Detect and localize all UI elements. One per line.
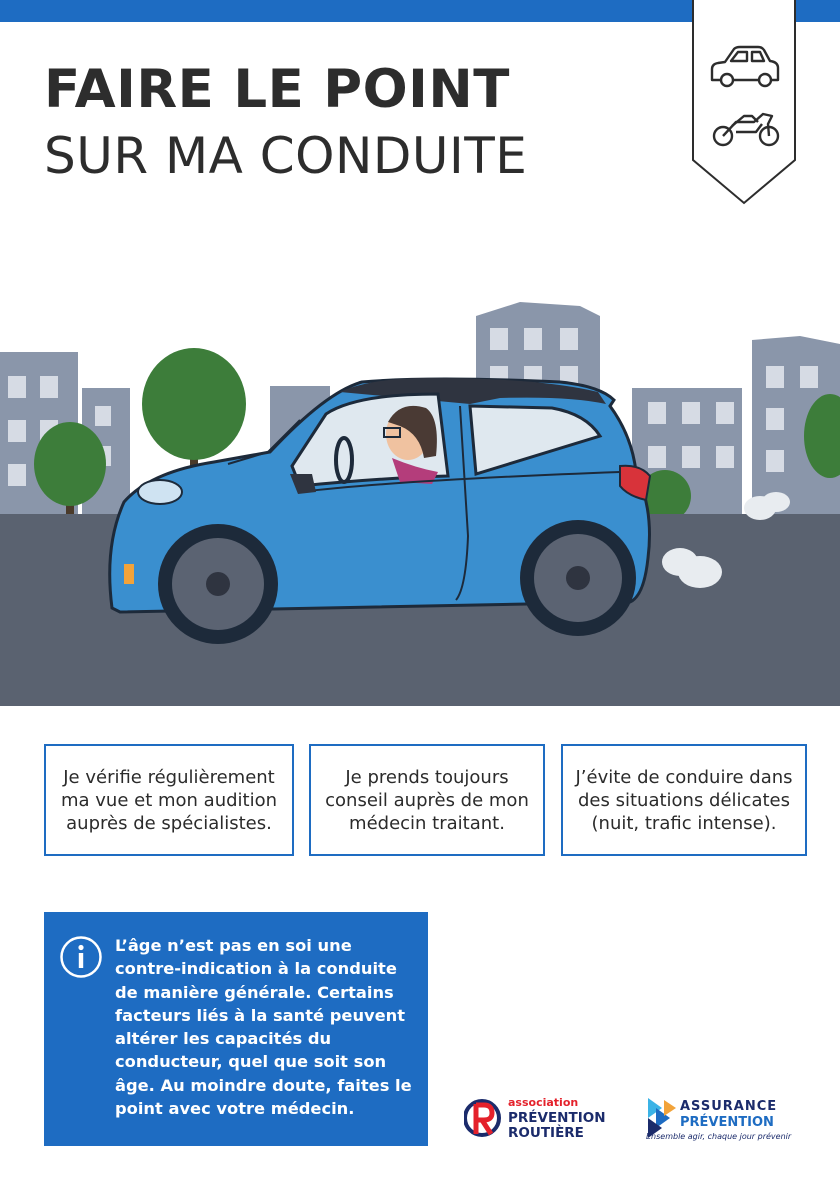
ap-line-2: PRÉVENTION [680, 1115, 774, 1130]
tip-card-3 [561, 744, 807, 856]
tip-text-1: Je vérifie régulièrement ma vue et mon audition auprès de spécialistes. [60, 766, 278, 834]
ap-line-1: ASSURANCE [680, 1099, 778, 1114]
apr-line-1: association [508, 1096, 579, 1109]
page-title [44, 58, 527, 190]
apr-line-3: ROUTIÈRE [508, 1125, 584, 1141]
apr-line-2: PRÉVENTION [508, 1110, 606, 1126]
tip-text-2: Je prends toujours conseil auprès de mon médecin traitant. [325, 766, 529, 834]
info-box [44, 912, 428, 1146]
ap-tagline: Ensemble agir, chaque jour prévenir [646, 1132, 792, 1141]
info-text: L’âge n’est pas en soi une contre-indication à la conduite de manière générale. Certains facteurs liés à la santé peuvent altérer les capacités du conducteur, quel que soit son âge. Au moindre doute, faites le point avec votre médecin. [115, 936, 412, 1119]
tip-text-3: J’évite de conduire dans des situations délicates (nuit, trafic intense). [575, 766, 793, 834]
title-line-1: FAIRE LE POINT [44, 59, 510, 120]
assurance-prevention-logo [644, 1094, 804, 1142]
title-line-2: SUR MA CONDUITE [44, 127, 528, 185]
prevention-routiere-logo [464, 1094, 624, 1142]
info-icon [59, 935, 103, 979]
tip-card-2 [309, 744, 545, 856]
tip-card-1 [44, 744, 294, 856]
car-illustration [0, 296, 840, 706]
vehicle-ribbon [692, 0, 796, 205]
